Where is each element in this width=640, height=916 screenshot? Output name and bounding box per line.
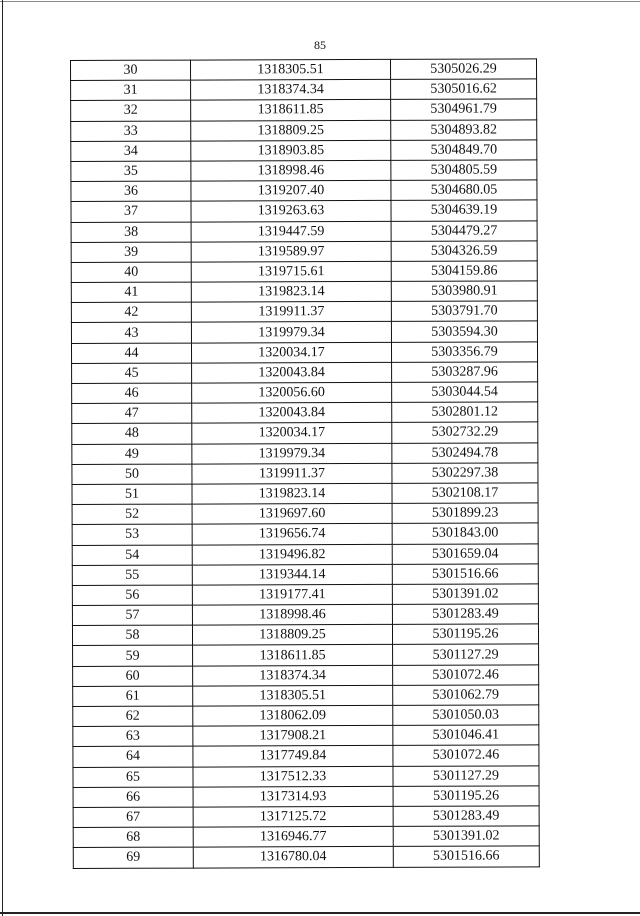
point-number-cell: 54 <box>72 545 192 566</box>
point-number-cell: 38 <box>71 222 191 243</box>
y-coordinate-cell: 5302801.12 <box>392 402 538 423</box>
point-number-cell: 65 <box>73 767 193 788</box>
x-coordinate-cell: 1319823.14 <box>191 281 391 302</box>
point-number-cell: 46 <box>72 383 192 404</box>
point-number-cell: 60 <box>73 666 193 687</box>
table-row <box>72 362 538 384</box>
table-row <box>73 826 539 848</box>
y-coordinate-cell: 5303287.96 <box>392 362 538 383</box>
x-coordinate-cell: 1317125.72 <box>193 806 393 827</box>
x-coordinate-cell: 1319823.14 <box>192 483 392 504</box>
point-number-cell: 32 <box>71 100 191 121</box>
x-coordinate-cell: 1320034.17 <box>192 423 392 444</box>
point-number-cell: 44 <box>71 343 191 364</box>
point-number-cell: 51 <box>72 484 192 505</box>
point-number-cell: 53 <box>72 524 192 545</box>
x-coordinate-cell: 1318305.51 <box>193 685 393 706</box>
x-coordinate-cell: 1319447.59 <box>191 221 391 242</box>
x-coordinate-cell: 1319344.14 <box>192 564 392 585</box>
point-number-cell: 66 <box>73 787 193 808</box>
point-number-cell: 49 <box>72 444 192 465</box>
table-row <box>71 140 537 162</box>
x-coordinate-cell: 1319911.37 <box>191 302 391 323</box>
point-number-cell: 58 <box>72 625 192 646</box>
point-number-cell: 69 <box>73 847 193 868</box>
y-coordinate-cell: 5303044.54 <box>392 382 538 403</box>
point-number-cell: 43 <box>71 323 191 344</box>
point-number-cell: 30 <box>71 60 191 81</box>
x-coordinate-cell: 1319911.37 <box>192 463 392 484</box>
table-row <box>72 402 538 424</box>
point-number-cell: 52 <box>72 504 192 525</box>
point-number-cell: 64 <box>73 746 193 767</box>
x-coordinate-cell: 1319207.40 <box>191 181 391 202</box>
table-row <box>73 644 539 666</box>
y-coordinate-cell: 5301659.04 <box>392 543 538 564</box>
y-coordinate-cell: 5305016.62 <box>391 79 537 100</box>
y-coordinate-cell: 5301062.79 <box>393 685 539 706</box>
x-coordinate-cell: 1317512.33 <box>193 766 393 787</box>
x-coordinate-cell: 1319177.41 <box>192 584 392 605</box>
table-row <box>71 261 537 283</box>
table-row <box>71 321 537 343</box>
table-row <box>72 564 538 586</box>
table-row <box>73 745 539 767</box>
point-number-cell: 35 <box>71 161 191 182</box>
y-coordinate-cell: 5304479.27 <box>391 220 537 241</box>
y-coordinate-cell: 5303356.79 <box>391 341 537 362</box>
table-row <box>72 624 538 646</box>
x-coordinate-cell: 1317749.84 <box>193 746 393 767</box>
y-coordinate-cell: 5301843.00 <box>392 523 538 544</box>
x-coordinate-cell: 1319979.34 <box>191 322 391 343</box>
point-number-cell: 63 <box>73 726 193 747</box>
y-coordinate-cell: 5304961.79 <box>391 99 537 120</box>
point-number-cell: 50 <box>72 464 192 485</box>
y-coordinate-cell: 5301072.46 <box>393 745 539 766</box>
table-row <box>72 442 538 464</box>
x-coordinate-cell: 1318611.85 <box>191 100 391 121</box>
point-number-cell: 67 <box>73 807 193 828</box>
table-row <box>71 59 537 81</box>
table-row <box>73 685 539 707</box>
table-row <box>73 765 539 787</box>
table-row <box>72 382 538 404</box>
table-row <box>71 160 537 182</box>
y-coordinate-cell: 5301283.49 <box>392 604 538 625</box>
y-coordinate-cell: 5301283.49 <box>393 806 539 827</box>
y-coordinate-cell: 5304849.70 <box>391 140 537 161</box>
x-coordinate-cell: 1320043.84 <box>192 362 392 383</box>
y-coordinate-cell: 5302494.78 <box>392 442 538 463</box>
x-coordinate-cell: 1318062.09 <box>193 705 393 726</box>
point-number-cell: 37 <box>71 201 191 222</box>
y-coordinate-cell: 5301050.03 <box>393 705 539 726</box>
table-row <box>71 281 537 303</box>
point-number-cell: 48 <box>72 423 192 444</box>
y-coordinate-cell: 5304680.05 <box>391 180 537 201</box>
x-coordinate-cell: 1320034.17 <box>191 342 391 363</box>
table-row <box>73 786 539 808</box>
y-coordinate-cell: 5301516.66 <box>393 846 539 867</box>
table-row <box>73 705 539 727</box>
point-number-cell: 55 <box>72 565 192 586</box>
page-number: 85 <box>314 38 326 52</box>
point-number-cell: 41 <box>71 282 191 303</box>
y-coordinate-cell: 5303980.91 <box>391 281 537 302</box>
x-coordinate-cell: 1320056.60 <box>192 382 392 403</box>
point-number-cell: 59 <box>73 646 193 667</box>
y-coordinate-cell: 5305026.29 <box>390 59 536 80</box>
table-row <box>71 180 537 202</box>
x-coordinate-cell: 1318809.25 <box>192 625 392 646</box>
table-row <box>73 725 539 747</box>
y-coordinate-cell: 5304639.19 <box>391 200 537 221</box>
table-row <box>71 220 537 242</box>
x-coordinate-cell: 1318809.25 <box>191 120 391 141</box>
y-coordinate-cell: 5301127.29 <box>393 765 539 786</box>
x-coordinate-cell: 1319979.34 <box>192 443 392 464</box>
table-row <box>72 503 538 525</box>
y-coordinate-cell: 5302732.29 <box>392 422 538 443</box>
x-coordinate-cell: 1319263.63 <box>191 201 391 222</box>
point-number-cell: 47 <box>72 403 192 424</box>
table-row <box>71 119 537 141</box>
point-number-cell: 56 <box>72 585 192 606</box>
x-coordinate-cell: 1317908.21 <box>193 726 393 747</box>
x-coordinate-cell: 1319496.82 <box>192 544 392 565</box>
y-coordinate-cell: 5304326.59 <box>391 241 537 262</box>
table-row <box>72 584 538 606</box>
scan-edge-bottom <box>0 912 640 914</box>
y-coordinate-cell: 5303791.70 <box>391 301 537 322</box>
x-coordinate-cell: 1318374.34 <box>191 80 391 101</box>
x-coordinate-cell: 1316946.77 <box>193 827 393 848</box>
point-number-cell: 40 <box>71 262 191 283</box>
table-row <box>71 79 537 101</box>
table-row <box>71 99 537 121</box>
y-coordinate-cell: 5304805.59 <box>391 160 537 181</box>
y-coordinate-cell: 5301899.23 <box>392 503 538 524</box>
table-row <box>73 806 539 828</box>
table-row <box>72 543 538 565</box>
y-coordinate-cell: 5301516.66 <box>392 564 538 585</box>
table-row <box>71 341 537 363</box>
y-coordinate-cell: 5301127.29 <box>393 644 539 665</box>
x-coordinate-cell: 1320043.84 <box>192 403 392 424</box>
x-coordinate-cell: 1318903.85 <box>191 140 391 161</box>
point-number-cell: 62 <box>73 706 193 727</box>
point-number-cell: 34 <box>71 141 191 162</box>
table-row <box>71 301 537 323</box>
x-coordinate-cell: 1319656.74 <box>192 524 392 545</box>
x-coordinate-cell: 1317314.93 <box>193 786 393 807</box>
table-row <box>72 422 538 444</box>
table-row <box>71 200 537 222</box>
point-number-cell: 39 <box>71 242 191 263</box>
point-number-cell: 68 <box>73 827 193 848</box>
x-coordinate-cell: 1316780.04 <box>193 847 393 868</box>
scan-edge-left <box>2 0 3 916</box>
x-coordinate-cell: 1319697.60 <box>192 504 392 525</box>
table-row <box>71 241 537 263</box>
y-coordinate-cell: 5301391.02 <box>392 584 538 605</box>
y-coordinate-cell: 5303594.30 <box>391 321 537 342</box>
point-number-cell: 42 <box>71 302 191 323</box>
coordinates-table <box>70 58 540 868</box>
y-coordinate-cell: 5302297.38 <box>392 463 538 484</box>
table-row <box>73 846 539 868</box>
x-coordinate-cell: 1318611.85 <box>193 645 393 666</box>
y-coordinate-cell: 5301046.41 <box>393 725 539 746</box>
point-number-cell: 36 <box>71 181 191 202</box>
x-coordinate-cell: 1318998.46 <box>191 160 391 181</box>
y-coordinate-cell: 5304159.86 <box>391 261 537 282</box>
coordinates-table-body <box>71 59 540 868</box>
y-coordinate-cell: 5301195.26 <box>392 624 538 645</box>
table-row <box>72 463 538 485</box>
point-number-cell: 57 <box>72 605 192 626</box>
x-coordinate-cell: 1319589.97 <box>191 241 391 262</box>
table-row <box>72 483 538 505</box>
table-row <box>72 604 538 626</box>
y-coordinate-cell: 5304893.82 <box>391 119 537 140</box>
y-coordinate-cell: 5301195.26 <box>393 786 539 807</box>
x-coordinate-cell: 1318998.46 <box>192 604 392 625</box>
scan-edge-top <box>0 1 640 2</box>
point-number-cell: 31 <box>71 80 191 101</box>
x-coordinate-cell: 1319715.61 <box>191 261 391 282</box>
y-coordinate-cell: 5301391.02 <box>393 826 539 847</box>
x-coordinate-cell: 1318305.51 <box>191 59 391 80</box>
point-number-cell: 45 <box>72 363 192 384</box>
point-number-cell: 33 <box>71 121 191 142</box>
table-row <box>73 664 539 686</box>
point-number-cell: 61 <box>73 686 193 707</box>
y-coordinate-cell: 5301072.46 <box>393 664 539 685</box>
x-coordinate-cell: 1318374.34 <box>193 665 393 686</box>
table-row <box>72 523 538 545</box>
y-coordinate-cell: 5302108.17 <box>392 483 538 504</box>
